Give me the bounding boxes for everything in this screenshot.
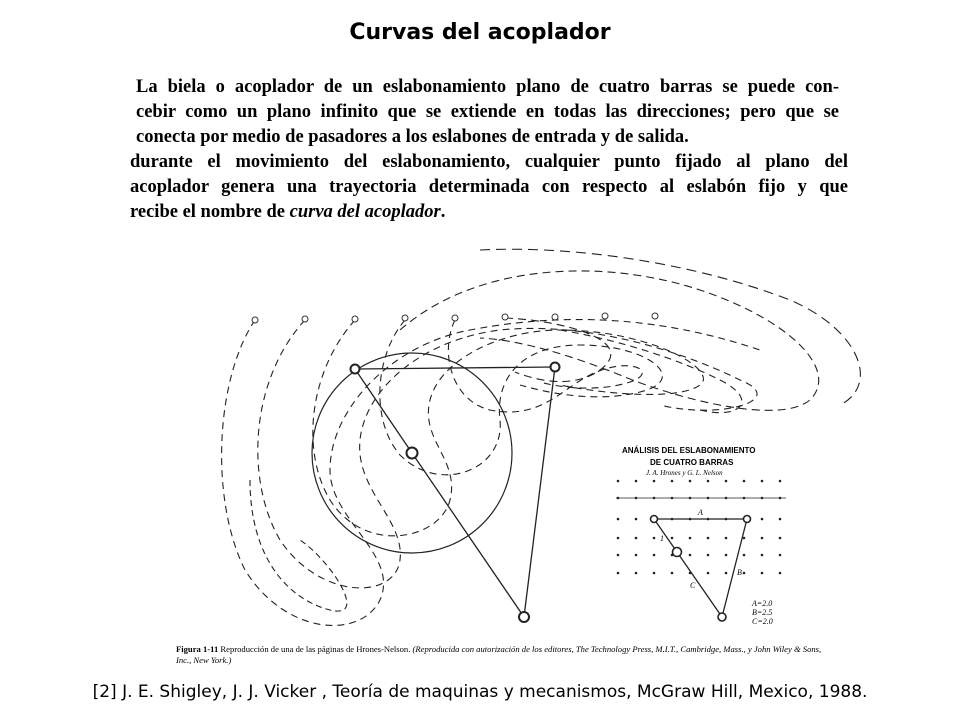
grid-dot xyxy=(653,554,656,557)
grid-dot xyxy=(617,554,620,557)
grid-dot xyxy=(761,554,764,557)
grid-dot xyxy=(653,480,656,483)
tracer-point xyxy=(602,313,608,319)
grid-dot xyxy=(725,480,728,483)
inset-joint xyxy=(673,548,682,557)
grid-dot xyxy=(779,537,782,540)
link-label-b: B xyxy=(737,568,742,577)
intro-line: cebir como un plano infinito que se extiende en todas las direcciones; pero que se xyxy=(136,102,839,122)
grid-dot xyxy=(725,572,728,575)
link-label-1: 1 xyxy=(660,534,664,543)
grid-dot xyxy=(689,480,692,483)
grid-dot xyxy=(761,480,764,483)
link-label-a: A xyxy=(698,508,703,517)
grid-dot xyxy=(743,480,746,483)
inset-joint xyxy=(744,516,751,523)
grid-dot xyxy=(617,537,620,540)
caption-text: Reproducción de una de las páginas de Hrones-Nelson. xyxy=(218,644,413,654)
tracer-point xyxy=(252,317,258,323)
grid-dot xyxy=(761,518,764,521)
tracer-point xyxy=(502,314,508,320)
inset-joint xyxy=(718,613,726,621)
grid-dot xyxy=(743,537,746,540)
joint xyxy=(519,612,529,622)
joint xyxy=(407,448,418,459)
grid-dot xyxy=(779,554,782,557)
grid-dot xyxy=(635,537,638,540)
figure-caption xyxy=(176,644,836,666)
inset-authors: J. A. Hrones y G. L. Nelson xyxy=(646,469,723,477)
caption-credit: (Reproducida con autorización de los editores, The Technology Press, M.I.T., Cambridge, Mass., y John Wiley & Sons, Inc., New York.) xyxy=(176,644,822,665)
tracer-point xyxy=(652,313,658,319)
tracer-point xyxy=(402,315,408,321)
inset-link-c xyxy=(677,552,722,617)
tracer-point xyxy=(452,315,458,321)
grid-dot xyxy=(725,554,728,557)
inset-joint xyxy=(651,516,658,523)
inset-link-b xyxy=(722,519,747,617)
grid-dot xyxy=(617,480,620,483)
grid-dot xyxy=(617,572,620,575)
inset-title: ANÁLISIS DEL ESLABONAMIENTO xyxy=(622,446,756,455)
definition-line: acoplador genera una trayectoria determinada con respecto al eslabón fijo y que xyxy=(130,177,848,197)
grid-dot xyxy=(635,480,638,483)
tracer-point xyxy=(302,316,308,322)
grid-dot xyxy=(779,572,782,575)
grid-dot xyxy=(653,537,656,540)
grid-dot xyxy=(671,537,674,540)
grid-dot xyxy=(707,537,710,540)
coupler-link xyxy=(355,367,555,369)
grid-dot xyxy=(725,537,728,540)
tracer-point xyxy=(352,316,358,322)
grid-dot xyxy=(617,518,620,521)
grid-dot xyxy=(707,572,710,575)
grid-dot xyxy=(707,554,710,557)
grid-dot xyxy=(635,572,638,575)
coupler-curve xyxy=(313,320,704,536)
grid-dot xyxy=(743,572,746,575)
grid-dot xyxy=(653,572,656,575)
grid-dot xyxy=(761,572,764,575)
dot-grid xyxy=(617,480,782,575)
crank-link xyxy=(355,369,412,453)
intro-line: conecta por medio de pasadores a los eslabones de entrada y de salida. xyxy=(136,127,689,147)
ratio-c: C=2.0 xyxy=(752,617,773,626)
ratio-b: B=2.5 xyxy=(752,608,773,617)
coupler-curve xyxy=(448,320,642,412)
grid-dot xyxy=(671,480,674,483)
coupler-curve xyxy=(480,249,860,405)
grid-dot xyxy=(671,572,674,575)
crank-link xyxy=(412,453,524,617)
grid-dot xyxy=(761,537,764,540)
inset-link-1 xyxy=(654,519,677,552)
inset-title: DE CUATRO BARRAS xyxy=(650,458,734,467)
tracer-point xyxy=(552,314,558,320)
grid-dot xyxy=(743,554,746,557)
intro-line: La biela o acoplador de un eslabonamiento plano de cuatro barras se puede con- xyxy=(136,77,839,97)
caption-label: Figura 1-11 xyxy=(176,644,219,654)
grid-dot xyxy=(635,554,638,557)
definition-term: curva del acoplador xyxy=(289,202,441,222)
grid-dot xyxy=(689,554,692,557)
link-label-c: C xyxy=(690,581,696,590)
grid-dot xyxy=(689,537,692,540)
definition-prefix: recibe el nombre de xyxy=(130,202,290,222)
coupler-curve xyxy=(505,318,611,382)
bibliographic-reference: [2] J. E. Shigley, J. J. Vicker , Teoría de maquinas y mecanismos, McGraw Hill, Mexico, 1988. xyxy=(92,682,868,702)
joint xyxy=(351,365,360,374)
ratio-a: A=2.0 xyxy=(752,599,773,608)
grid-dot xyxy=(707,480,710,483)
definition-line: durante el movimiento del eslabonamiento, cualquier punto fijado al plano del xyxy=(130,152,848,172)
grid-dot xyxy=(779,518,782,521)
rocker-link xyxy=(524,367,555,617)
slide-title: Curvas del acoplador xyxy=(349,20,611,45)
definition-suffix: . xyxy=(440,202,446,222)
coupler-curve xyxy=(560,330,742,413)
coupler-curve xyxy=(250,480,347,611)
grid-dot xyxy=(635,518,638,521)
joint xyxy=(551,363,560,372)
grid-dot xyxy=(779,480,782,483)
